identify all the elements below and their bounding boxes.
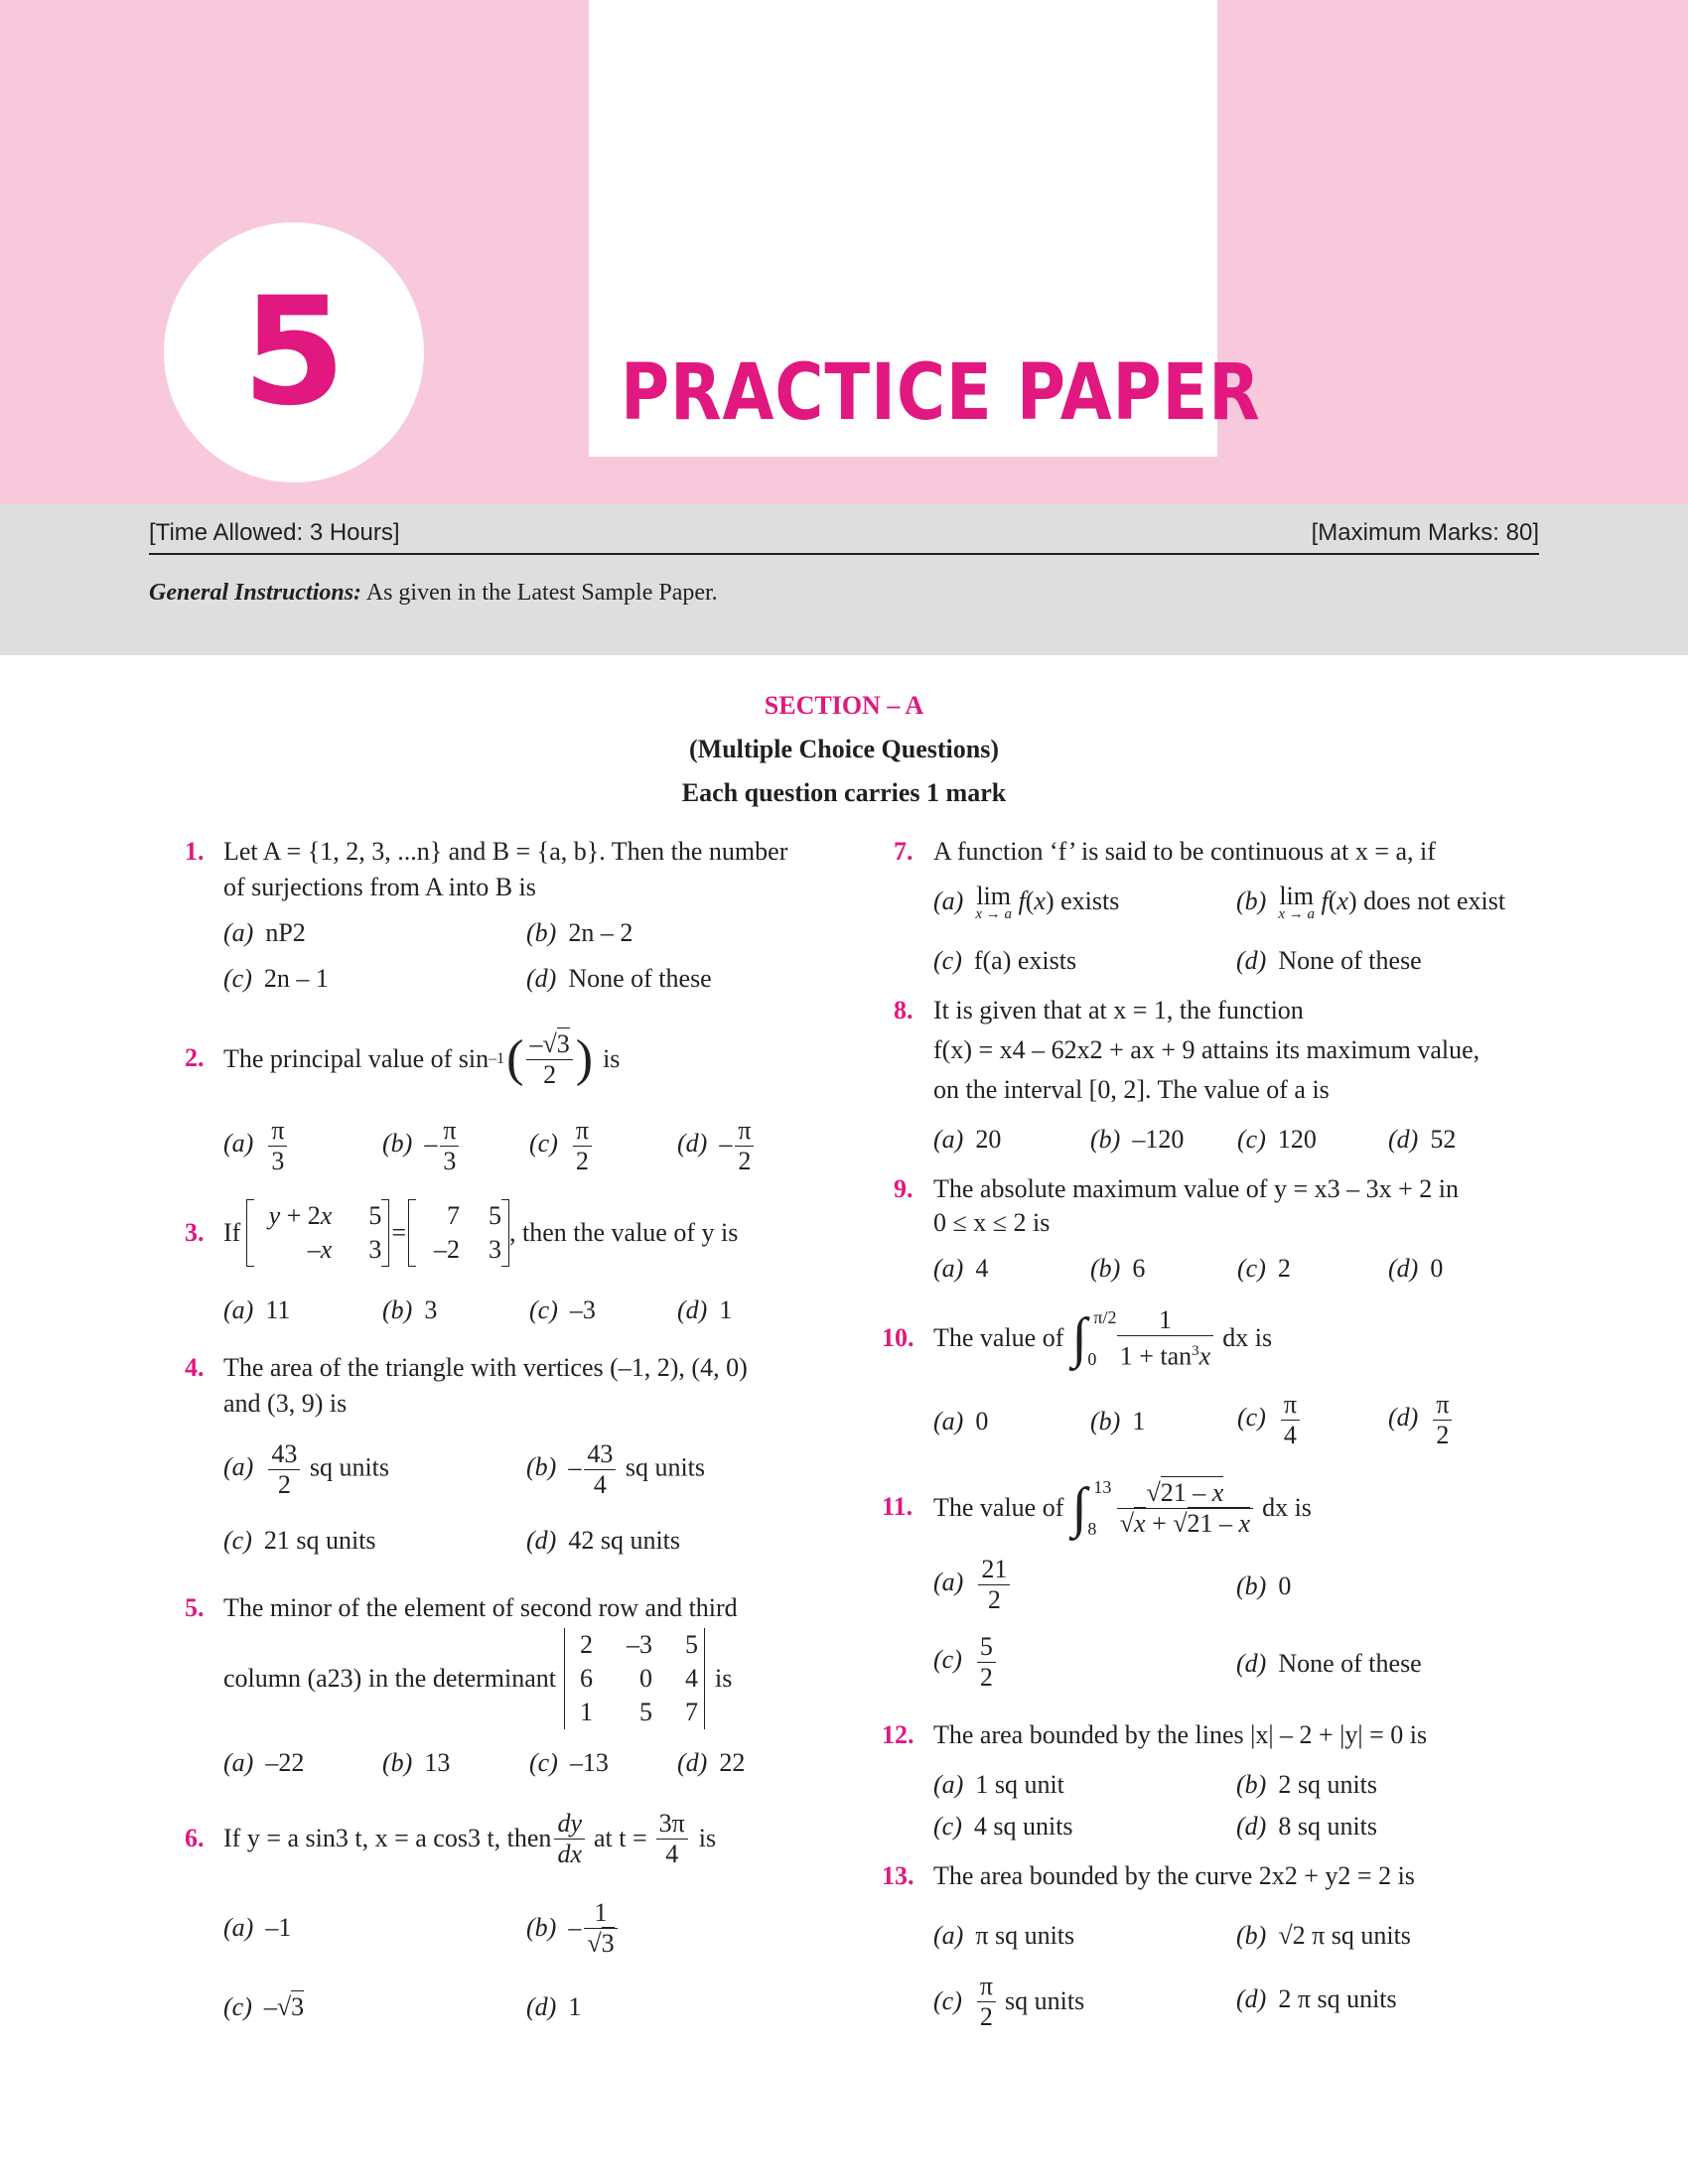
q8-text-line3: on the interval [0, 2]. The value of a is [933, 1075, 1330, 1104]
q11-text: The value of ∫ 13 8 $\frac{√21 - x}{√x + √21 - x}$ dx is [933, 1477, 1312, 1539]
q8-option-b[interactable]: (b) –120 [1090, 1125, 1185, 1154]
q7-option-a[interactable]: (a) lim x → a f(x) exists [933, 882, 1120, 923]
q2-option-b[interactable]: (b) – $\frac{\pi}{3}$ [382, 1116, 462, 1176]
q12-option-b[interactable]: (b) 2 sq units [1236, 1770, 1378, 1799]
q5-option-c[interactable]: (c) –13 [529, 1748, 609, 1777]
q2-text: The principal value of sin –1 ( $\frac{-√3}{2}$ ) is [223, 1028, 621, 1089]
q12-option-c[interactable]: (c) 4 sq units [933, 1812, 1073, 1841]
q9-option-d[interactable]: (d) 0 [1388, 1254, 1444, 1283]
q9-number: 9. [894, 1174, 914, 1203]
q4-option-c[interactable]: (c) 21 sq units [223, 1526, 376, 1555]
q7-text: A function ‘f’ is said to be continuous at x = a, if [933, 837, 1436, 866]
q6-option-b[interactable]: (b) – $\frac{1}{√3}$ [526, 1892, 621, 1964]
q3-number: 3. [185, 1218, 205, 1247]
q8-text-line2: f(x) = x4 – 62x2 + ax + 9 attains its maximum value, [933, 1035, 1480, 1064]
q5-option-b[interactable]: (b) 13 [382, 1748, 451, 1777]
q3-option-c[interactable]: (c) –3 [529, 1296, 596, 1324]
q3-option-a[interactable]: (a) 11 [223, 1296, 291, 1324]
q13-option-a[interactable]: (a) π sq units [933, 1921, 1075, 1950]
q2-option-d[interactable]: (d) – $\frac{\pi}{2}$ [677, 1116, 757, 1176]
q6-number: 6. [185, 1824, 205, 1852]
q1-option-b[interactable]: (b) 2n – 2 [526, 918, 633, 947]
q8-option-a[interactable]: (a) 20 [933, 1125, 1002, 1154]
q10-option-d[interactable]: (d) $\frac{\pi}{2}$ [1388, 1390, 1455, 1450]
instructions-label: General Instructions: [149, 580, 362, 606]
q3-option-d[interactable]: (d) 1 [677, 1296, 733, 1324]
q9-option-b[interactable]: (b) 6 [1090, 1254, 1146, 1283]
q8-number: 8. [894, 996, 914, 1024]
q10-option-a[interactable]: (a) 0 [933, 1407, 989, 1435]
q9-option-c[interactable]: (c) 2 [1237, 1254, 1291, 1283]
page-title: PRACTICE PAPER [621, 348, 1261, 438]
q1-number: 1. [185, 837, 205, 866]
q12-number: 12. [882, 1720, 914, 1749]
integral-sign: ∫ π/2 0 [1071, 1307, 1117, 1369]
q6-text: If y = a sin3 t, x = a cos3 t, then $\frac{dy}{dx}$ at t = $\frac{3\pi}{4}$ is [223, 1808, 717, 1868]
q10-text: The value of ∫ π/2 0 $\frac{1}{1 + \tan^3x}$ dx is [933, 1304, 1273, 1371]
q6-option-c[interactable]: (c) –√3 [223, 1992, 305, 2021]
q7-option-c[interactable]: (c) f(a) exists [933, 946, 1077, 975]
q8-option-d[interactable]: (d) 52 [1388, 1125, 1457, 1154]
q4-text-line2: and (3, 9) is [223, 1389, 348, 1418]
maximum-marks: [Maximum Marks: 80] [1311, 519, 1539, 546]
q11-number: 11. [882, 1492, 914, 1521]
q11-option-b[interactable]: (b) 0 [1236, 1571, 1292, 1600]
paper-number: 5 [241, 266, 347, 439]
q4-text-line1: The area of the triangle with vertices (–1, 2), (4, 0) [223, 1353, 748, 1382]
q9-text-line2: 0 ≤ x ≤ 2 is [933, 1208, 1051, 1237]
q13-option-c[interactable]: (c) $\frac{\pi}{2}$ sq units [933, 1971, 1085, 2031]
instructions-text: As given in the Latest Sample Paper. [365, 580, 718, 606]
q1-text-line2: of surjections from A into B is [223, 873, 536, 901]
q6-option-d[interactable]: (d) 1 [526, 1992, 582, 2021]
paper-number-badge [164, 222, 424, 482]
q13-option-b[interactable]: (b) √2 π sq units [1236, 1921, 1411, 1950]
q1-option-c[interactable]: (c) 2n – 1 [223, 964, 329, 993]
q4-number: 4. [185, 1353, 205, 1382]
q1-option-a[interactable]: (a) nP2 [223, 918, 306, 947]
q11-option-a[interactable]: (a) $\frac{21}{2}$ [933, 1555, 1013, 1615]
q1-option-d[interactable]: (d) None of these [526, 964, 712, 993]
q5-option-a[interactable]: (a) –22 [223, 1748, 305, 1777]
q12-option-a[interactable]: (a) 1 sq unit [933, 1770, 1064, 1799]
q11-option-c[interactable]: (c) $\frac{5}{2}$ [933, 1632, 999, 1693]
q13-text: The area bounded by the curve 2x2 + y2 = 2 is [933, 1861, 1415, 1890]
q13-number: 13. [882, 1861, 914, 1890]
q7-option-d[interactable]: (d) None of these [1236, 946, 1422, 975]
q7-number: 7. [894, 837, 914, 866]
q12-option-d[interactable]: (d) 8 sq units [1236, 1812, 1378, 1841]
q2-option-a[interactable]: (a) $\frac{\pi}{3}$ [223, 1116, 290, 1176]
section-subtitle: (Multiple Choice Questions) [689, 735, 999, 763]
q2-option-c[interactable]: (c) $\frac{\pi}{2}$ [529, 1116, 595, 1176]
q5-text-line2: column (a23) in the determinant 2 –3 5 6 0 4 1 5 7 is [223, 1624, 732, 1733]
q10-option-b[interactable]: (b) 1 [1090, 1407, 1146, 1435]
q5-number: 5. [185, 1593, 205, 1622]
q9-option-a[interactable]: (a) 4 [933, 1254, 989, 1283]
section-note: Each question carries 1 mark [681, 778, 1007, 807]
section-title: SECTION – A [764, 691, 924, 720]
q6-option-a[interactable]: (a) –1 [223, 1913, 292, 1942]
q1-text-line1: Let A = {1, 2, 3, ...n} and B = {a, b}. Then the number [223, 837, 788, 866]
q7-option-b[interactable]: (b) lim x → a f(x) does not exist [1236, 882, 1506, 923]
q2-fraction: $\frac{-√3}{2}$ [526, 1029, 572, 1090]
q4-option-d[interactable]: (d) 42 sq units [526, 1526, 681, 1555]
q5-text-line1: The minor of the element of second row and third [223, 1593, 738, 1622]
q8-option-c[interactable]: (c) 120 [1237, 1125, 1317, 1154]
q10-number: 10. [882, 1323, 914, 1352]
q3-text: If y + 2x 5 –x 3 = 7 5 –2 3 , then the value of y is [223, 1197, 738, 1269]
q2-number: 2. [185, 1043, 205, 1072]
q4-option-b[interactable]: (b) – $\frac{43}{4}$ sq units [526, 1439, 706, 1499]
q9-text-line1: The absolute maximum value of y = x3 – 3x + 2 in [933, 1174, 1460, 1203]
q8-text-line1: It is given that at x = 1, the function [933, 996, 1304, 1024]
q3-option-b[interactable]: (b) 3 [382, 1296, 438, 1324]
q12-text: The area bounded by the lines |x| – 2 + |y| = 0 is [933, 1720, 1428, 1749]
q5-determinant: 2 –3 5 6 0 4 1 5 7 [564, 1628, 705, 1729]
q11-option-d[interactable]: (d) None of these [1236, 1649, 1422, 1678]
q3-matrix-right: 7 5 –2 3 [408, 1199, 509, 1267]
divider [149, 553, 1539, 555]
q5-option-d[interactable]: (d) 22 [677, 1748, 746, 1777]
time-allowed: [Time Allowed: 3 Hours] [149, 519, 400, 546]
q4-option-a[interactable]: (a) $\frac{43}{2}$ sq units [223, 1439, 390, 1499]
q10-option-c[interactable]: (c) $\frac{\pi}{4}$ [1237, 1390, 1303, 1450]
q13-option-d[interactable]: (d) 2 π sq units [1236, 1984, 1397, 2013]
q3-matrix-left: y + 2x 5 –x 3 [246, 1199, 389, 1267]
general-instructions [149, 576, 718, 610]
